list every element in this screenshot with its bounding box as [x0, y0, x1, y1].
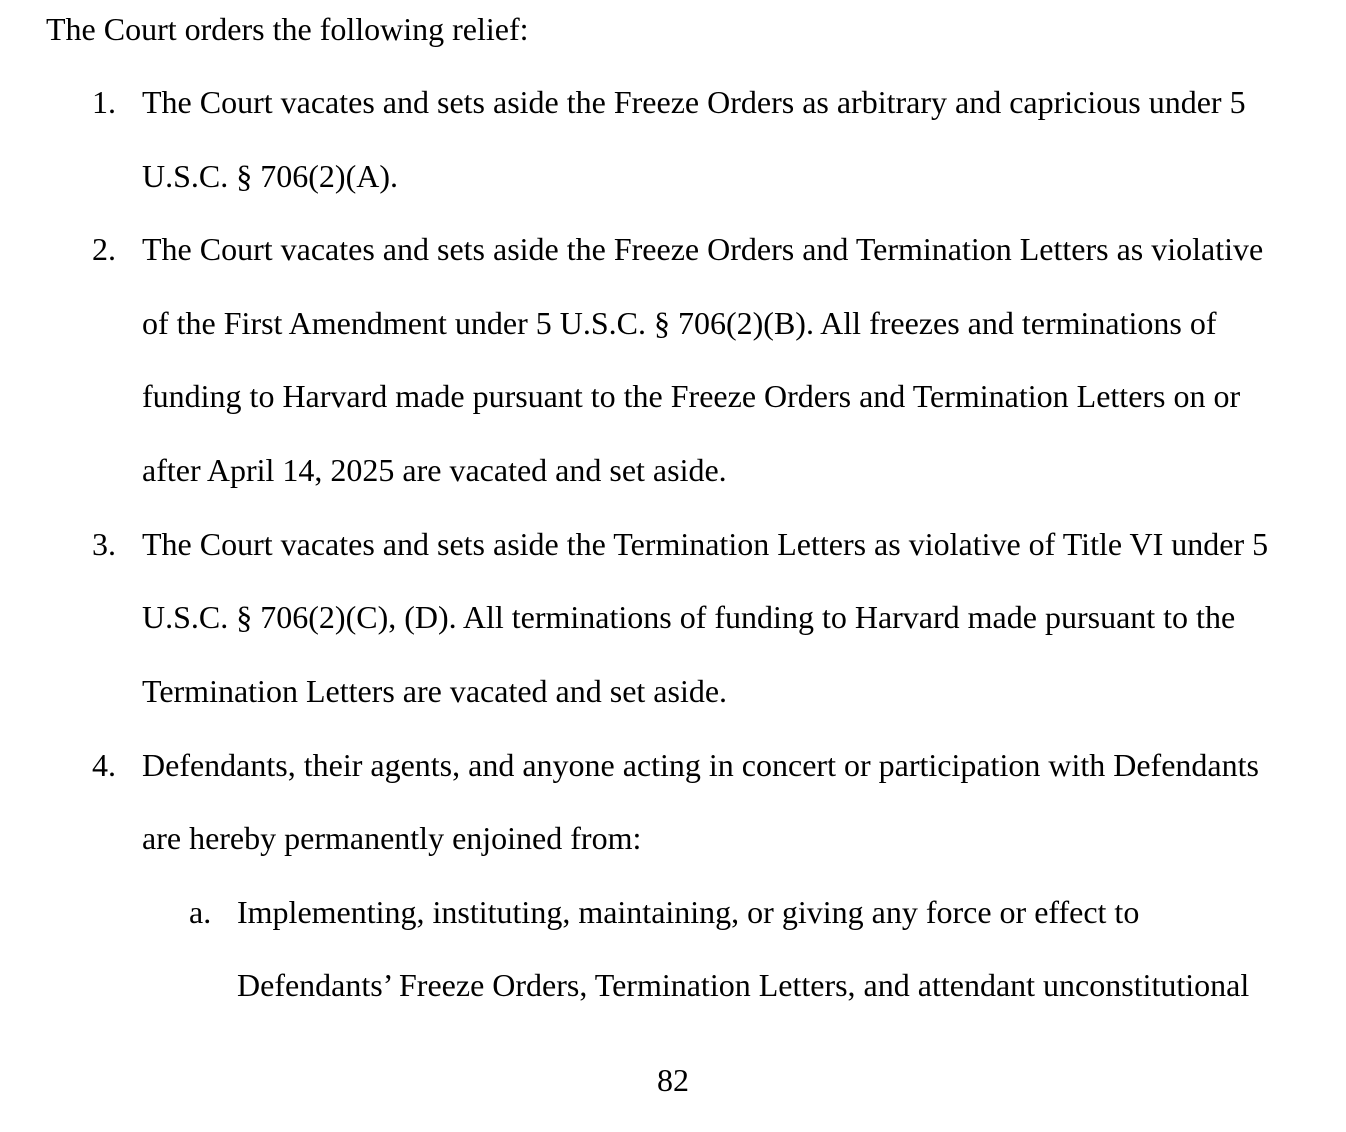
item-number: 2.	[92, 231, 116, 267]
item-text-line: U.S.C. § 706(2)(C), (D). All terminations of funding to Harvard made pursuant to the	[142, 599, 1236, 635]
item-number: 4.	[92, 747, 116, 783]
item-text-line: Termination Letters are vacated and set aside.	[142, 673, 728, 709]
item-number: 1.	[92, 84, 116, 120]
item-text-line: funding to Harvard made pursuant to the Freeze Orders and Termination Letters on or	[142, 378, 1241, 414]
item-text-line: U.S.C. § 706(2)(A).	[142, 158, 398, 194]
subitem-letter: a.	[189, 894, 212, 930]
item-text-line: The Court vacates and sets aside the Freeze Orders as arbitrary and capricious under 5	[142, 84, 1246, 120]
item-text-line: of the First Amendment under 5 U.S.C. § 706(2)(B). All freezes and terminations of	[142, 305, 1217, 341]
item-text-line: are hereby permanently enjoined from:	[142, 820, 642, 856]
intro-text: The Court orders the following relief:	[46, 11, 529, 47]
item-text-line: after April 14, 2025 are vacated and set aside.	[142, 452, 727, 488]
item-text-line: Defendants, their agents, and anyone acting in concert or participation with Defendants	[142, 747, 1259, 783]
subitem-text-line: Defendants’ Freeze Orders, Termination Letters, and attendant unconstitutional	[237, 967, 1250, 1003]
item-text-line: The Court vacates and sets aside the Termination Letters as violative of Title VI under 5	[142, 526, 1269, 562]
item-number: 3.	[92, 526, 116, 562]
subitem-text-line: Implementing, instituting, maintaining, or giving any force or effect to	[237, 894, 1140, 930]
item-text-line: The Court vacates and sets aside the Freeze Orders and Termination Letters as violative	[142, 231, 1264, 267]
page-number: 82	[657, 1062, 689, 1098]
